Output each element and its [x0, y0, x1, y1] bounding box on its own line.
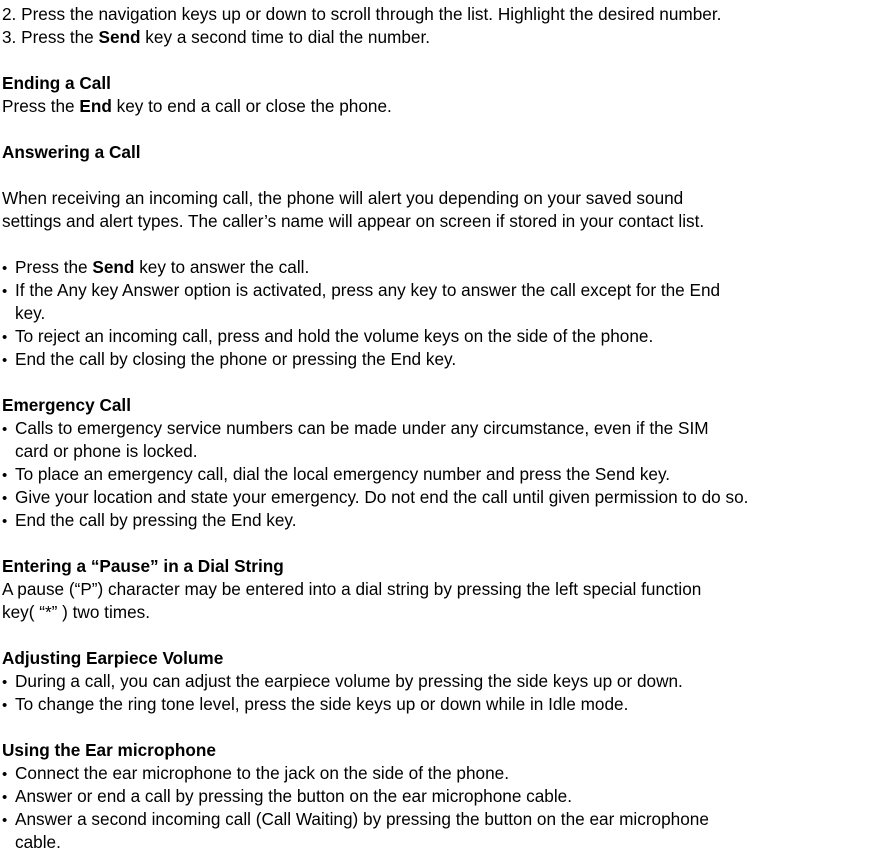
bullet-item: [2, 463, 879, 486]
text-line: [2, 3, 879, 26]
text-segment: settings and alert types. The caller’s name will appear on screen if stored in your contact list.: [2, 211, 705, 231]
text-segment: End the call by pressing the End key.: [15, 510, 297, 530]
bold-text-segment: Emergency Call: [2, 395, 131, 415]
blank-line: [2, 49, 879, 72]
bullet-item: [2, 762, 879, 785]
text-line: [2, 26, 879, 49]
bullet-icon: •: [2, 513, 8, 530]
text-segment: Connect the ear microphone to the jack on the side of the phone.: [15, 763, 509, 783]
bullet-item: [2, 670, 879, 693]
text-line: [2, 210, 879, 233]
bullet-icon: •: [2, 490, 8, 507]
blank-line: [2, 164, 879, 187]
bullet-icon: •: [2, 674, 8, 691]
blank-line: [2, 371, 879, 394]
text-line: [2, 187, 879, 210]
section-heading: [2, 394, 879, 417]
blank-line: [2, 624, 879, 647]
bullet-continuation-line: [2, 302, 879, 325]
text-segment: Give your location and state your emergency. Do not end the call until given permission to do so.: [15, 487, 749, 507]
bullet-icon: •: [2, 812, 8, 829]
bullet-icon: •: [2, 697, 8, 714]
bold-text-segment: End: [79, 96, 112, 116]
text-segment: card or phone is locked.: [15, 441, 198, 461]
section-heading: [2, 555, 879, 578]
bullet-item: [2, 348, 879, 371]
bullet-item: [2, 785, 879, 808]
text-segment: key.: [15, 303, 46, 323]
bold-text-segment: Ending a Call: [2, 73, 111, 93]
text-segment: key to answer the call.: [134, 257, 310, 277]
bullet-icon: •: [2, 467, 8, 484]
bullet-icon: •: [2, 421, 8, 438]
bullet-item: [2, 256, 879, 279]
bullet-icon: •: [2, 352, 8, 369]
text-line: [2, 601, 879, 624]
text-segment: cable.: [15, 832, 61, 852]
text-segment: Press the: [15, 257, 93, 277]
bold-text-segment: Send: [92, 257, 135, 277]
section-heading: [2, 72, 879, 95]
bullet-icon: •: [2, 329, 8, 346]
text-segment: If the Any key Answer option is activated, press any key to answer the call except for the End: [15, 280, 721, 300]
text-segment: key to end a call or close the phone.: [111, 96, 392, 116]
bullet-item: [2, 325, 879, 348]
section-heading: [2, 647, 879, 670]
text-segment: Answer or end a call by pressing the button on the ear microphone cable.: [15, 786, 573, 806]
blank-line: [2, 532, 879, 555]
blank-line: [2, 233, 879, 256]
bold-text-segment: Entering a “Pause” in a Dial String: [2, 556, 284, 576]
bold-text-segment: Using the Ear microphone: [2, 740, 216, 760]
text-segment: To place an emergency call, dial the local emergency number and press the Send key.: [15, 464, 671, 484]
section-heading: [2, 141, 879, 164]
bullet-icon: •: [2, 260, 8, 277]
bold-text-segment: Answering a Call: [2, 142, 141, 162]
bold-text-segment: Adjusting Earpiece Volume: [2, 648, 224, 668]
text-segment: Calls to emergency service numbers can be made under any circumstance, even if the SIM: [15, 418, 709, 438]
blank-line: [2, 716, 879, 739]
text-segment: Answer a second incoming call (Call Waiting) by pressing the button on the ear microphone: [15, 809, 709, 829]
text-line: [2, 578, 879, 601]
bullet-item: [2, 279, 879, 302]
blank-line: [2, 118, 879, 141]
section-heading: [2, 739, 879, 762]
text-segment: 2. Press the navigation keys up or down to scroll through the list. Highlight the desired number.: [2, 4, 722, 24]
text-segment: End the call by closing the phone or pressing the End key.: [15, 349, 457, 369]
text-segment: To change the ring tone level, press the side keys up or down while in Idle mode.: [15, 694, 629, 714]
bullet-icon: •: [2, 283, 8, 300]
bullet-item: [2, 808, 879, 831]
text-segment: 3. Press the: [2, 27, 99, 47]
bullet-item: [2, 693, 879, 716]
bullet-icon: •: [2, 789, 8, 806]
text-segment: To reject an incoming call, press and hold the volume keys on the side of the phone.: [15, 326, 654, 346]
bullet-continuation-line: [2, 440, 879, 463]
bullet-item: [2, 486, 879, 509]
bullet-icon: •: [2, 766, 8, 783]
text-segment: Press the: [2, 96, 80, 116]
text-segment: A pause (“P”) character may be entered into a dial string by pressing the left special function: [2, 579, 702, 599]
text-segment: key( “*” ) two times.: [2, 602, 151, 622]
bullet-item: [2, 417, 879, 440]
text-segment: When receiving an incoming call, the phone will alert you depending on your saved sound: [2, 188, 684, 208]
text-line: [2, 95, 879, 118]
text-segment: During a call, you can adjust the earpiece volume by pressing the side keys up or down.: [15, 671, 683, 691]
text-segment: key a second time to dial the number.: [140, 27, 431, 47]
bullet-continuation-line: [2, 831, 879, 853]
bullet-item: [2, 509, 879, 532]
bold-text-segment: Send: [98, 27, 141, 47]
